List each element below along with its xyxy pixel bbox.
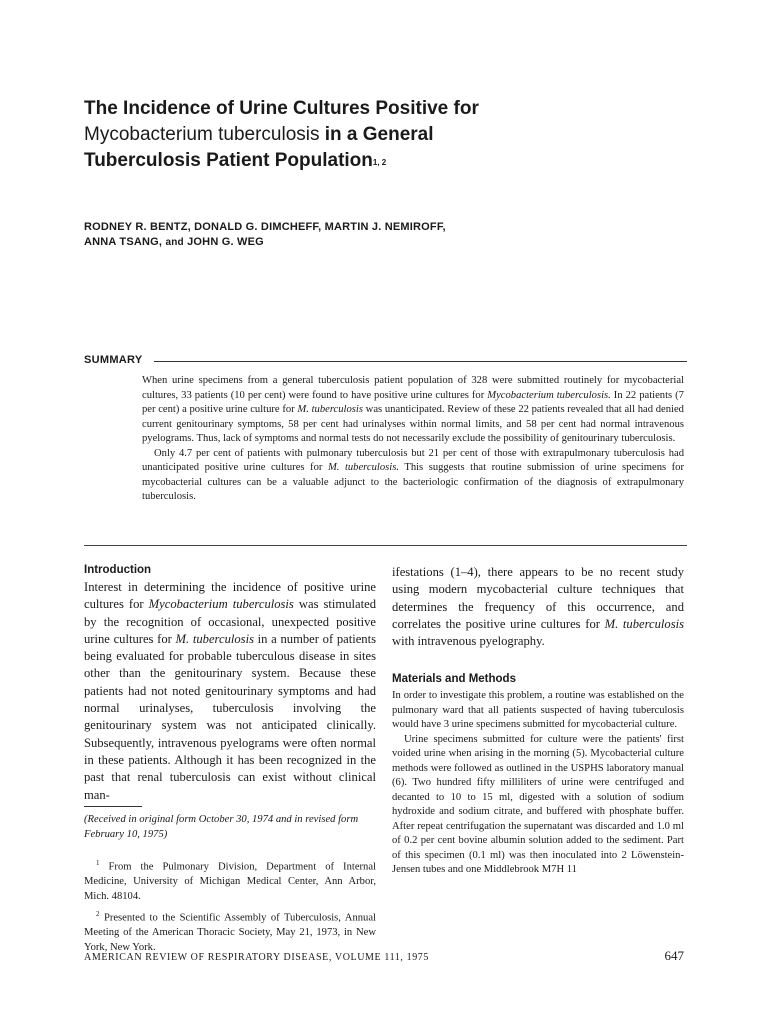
methods-heading: Materials and Methods bbox=[392, 673, 516, 686]
author-weg: JOHN G. WEG bbox=[187, 236, 264, 248]
intro-cont-organism: M. tuberculosis bbox=[604, 616, 684, 631]
authors-and: and bbox=[165, 237, 184, 248]
footnote-1 bbox=[84, 856, 376, 904]
authors-line-1: RODNEY R. BENTZ, DONALD G. DIMCHEFF, MARTIN J. NEMIROFF, bbox=[84, 221, 446, 233]
title-line-1: The Incidence of Urine Cultures Positive for bbox=[84, 98, 479, 119]
title-footnote-refs: 1, 2 bbox=[372, 158, 387, 167]
footnote-2-mark: 2 bbox=[96, 910, 100, 919]
title-line-3-text: Tuberculosis Patient Population bbox=[84, 150, 373, 171]
article-title bbox=[84, 96, 644, 174]
intro-p1-text-a: Interest in determining the incidence of positive urine cultures for bbox=[84, 580, 376, 612]
left-column bbox=[84, 579, 376, 804]
summary-p2-organism: M. tuberculosis. bbox=[327, 462, 399, 473]
summary-paragraph-2 bbox=[142, 447, 684, 505]
intro-p1-organism-short: M. tuberculosis bbox=[175, 631, 254, 646]
summary-paragraph-1 bbox=[142, 374, 684, 447]
intro-p1-text-c: was stimulated by the recognition of occasional, unexpected positive urine cultures for bbox=[84, 597, 376, 646]
authors-line-2 bbox=[84, 235, 644, 250]
right-column bbox=[392, 564, 684, 878]
methods-paragraph-2: Urine specimens submitted for culture were the patients' first voided urine when arising in the morning (5). Mycobacterial culture methods were followed as outlined in the USPHS laboratory manual (6). Two hundred fifty milliliters of urine were centrifuged and decanted to 10 to 15 ml, digested with a solution of sodium hydroxide and sodium citrate, and buffered with phosphate buffer. After repeat centrifugation the supernatant was discarded and 1.0 ml of 0.2 per cent bovine albumin solution added to the sediment. Part of this specimen (0.1 ml) was then inoculated into 2 Löwenstein-Jensen tubes and one Middlebrook M7H 11 bbox=[392, 733, 684, 876]
journal-footer: AMERICAN REVIEW OF RESPIRATORY DISEASE, VOLUME 111, 1975 bbox=[84, 952, 430, 963]
footnotes bbox=[84, 856, 376, 959]
summary-p1-organism: Mycobacterium tuberculosis. bbox=[487, 389, 611, 401]
title-line-3 bbox=[84, 148, 644, 174]
footnote-2 bbox=[84, 907, 376, 955]
summary-p1-text-e: was unanticipated. Review of these 22 patients revealed that all had denied current genitourinary symptoms, 58 per cent had urinalyses within normal limits, and 58 per cent had normal intravenous pyelograms. Thus, lack of symptoms and normal tests do not necessarily exclude the possibility of genitourinary tuberculosis. bbox=[142, 404, 684, 444]
summary-p2-text-c: This suggests that routine submission of urine specimens for mycobacterial cultures can be a valuable adjunct to the bacteriologic confirmation of the diagnosis of extrapulmonary tuberculosis. bbox=[142, 462, 684, 502]
author-list bbox=[84, 220, 644, 250]
summary-end-rule bbox=[84, 545, 687, 546]
intro-cont-text-c: with intravenous pyelography. bbox=[392, 634, 545, 649]
received-note-rule bbox=[84, 806, 142, 807]
title-line-2 bbox=[84, 122, 644, 148]
title-line-2-rest: in a General bbox=[319, 124, 434, 145]
received-note: (Received in original form October 30, 1974 and in revised form February 10, 1975) bbox=[84, 814, 359, 840]
summary-heading-row bbox=[84, 350, 687, 364]
summary-p1-text-c: In 22 patients (7 per cent) a positive urine culture for bbox=[142, 389, 684, 415]
summary-p1-organism-short: M. tuberculosis bbox=[297, 404, 363, 415]
introduction-heading: Introduction bbox=[84, 564, 152, 576]
footnote-1-mark: 1 bbox=[96, 859, 100, 867]
summary-abstract bbox=[142, 374, 684, 505]
intro-p1-text-e: in a number of patients being evaluated for probable tuberculous disease in sites other than the genitourinary system. Because these patients had not noted genitourinary symptoms and had normal urinalyses, tuberculosis involving the genitourinary system was not anticipated clinically. Subsequently, intravenous pyelograms were often normal in these patients. Although it has been recognized in the past that renal tuberculosis can exist without clinical man- bbox=[84, 631, 377, 802]
page-number: 647 bbox=[664, 948, 684, 963]
summary-heading: SUMMARY bbox=[84, 354, 143, 366]
methods-paragraph-1: In order to investigate this problem, a routine was established on the pulmonary ward that all patients suspected of having tuberculosis would have 3 urine specimens submitted for mycobacterial culture. bbox=[392, 690, 684, 731]
footnote-1-text: From the Pulmonary Division, Department of Internal Medicine, University of Michigan Medical Center, Ann Arbor, Mich. 48104. bbox=[84, 861, 376, 902]
intro-cont-text-a: ifestations (1–4), there appears to be no recent study using modern mycobacterial culture techniques that determines the frequency of this occurrence, and correlates the positive urine cultures for bbox=[392, 565, 684, 631]
footnote-2-text: Presented to the Scientific Assembly of Tuberculosis, Annual Meeting of the American Thoracic Society, May 21, 1973, in New York, New York. bbox=[84, 912, 376, 954]
intro-paragraph-1-continued bbox=[392, 564, 684, 650]
intro-paragraph-1 bbox=[84, 579, 376, 804]
title-organism: Mycobacterium tuberculosis bbox=[84, 124, 320, 145]
author-tsang: ANNA TSANG, bbox=[84, 236, 163, 248]
summary-p1-text-a: When urine specimens from a general tuberculosis patient population of 328 were submitted routinely for mycobacterial cultures, 33 patients (10 per cent) were found to have positive urine cultures for bbox=[142, 375, 684, 401]
summary-p2-text-a: Only 4.7 per cent of patients with pulmonary tuberculosis but 21 per cent of those with extrapulmonary tuberculosis had unanticipated positive urine cultures for bbox=[142, 447, 684, 473]
intro-p1-organism: Mycobacterium tuberculosis bbox=[148, 597, 294, 612]
summary-heading-rule bbox=[154, 361, 687, 362]
